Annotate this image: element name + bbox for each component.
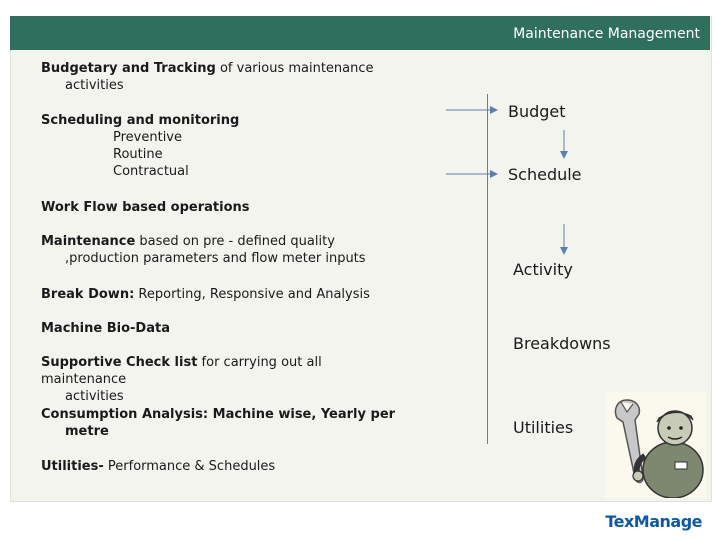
- item-bold: Consumption Analysis: Machine wise, Yearly per: [41, 407, 396, 422]
- item-text: Reporting, Responsive and Analysis: [134, 287, 370, 302]
- item-bold: Maintenance: [41, 234, 136, 249]
- item-bold: Supportive Check list: [41, 355, 198, 370]
- item-text: for carrying out all maintenance: [41, 355, 322, 387]
- mechanic-illustration: [605, 392, 707, 498]
- item-bold: Budgetary and Tracking: [41, 61, 216, 76]
- item-bold: Scheduling and monitoring: [41, 113, 240, 128]
- item-bold: Break Down:: [41, 287, 135, 302]
- item-text: of various maintenance: [215, 61, 374, 76]
- sub-item-preventive: Preventive: [113, 130, 182, 145]
- item-bold: Utilities-: [41, 459, 104, 474]
- item-continuation: ,production parameters and flow meter inputs: [65, 251, 366, 266]
- item-text: based on pre - defined quality: [135, 234, 335, 249]
- item-bold: Machine Bio-Data: [41, 321, 170, 336]
- flow-activity-label: Activity: [513, 260, 573, 279]
- item-continuation: metre: [65, 424, 109, 439]
- flow-budget-label: Budget: [508, 102, 566, 121]
- sub-item-routine: Routine: [113, 147, 163, 162]
- header-title: Maintenance Management: [513, 26, 700, 42]
- sub-item-contractual: Contractual: [113, 164, 189, 179]
- flow-utilities-label: Utilities: [513, 418, 574, 437]
- flow-breakdowns-label: Breakdowns: [513, 334, 611, 353]
- item-text: Performance & Schedules: [103, 459, 276, 474]
- flow-schedule-label: Schedule: [508, 165, 582, 184]
- brand-logo: TexManage: [605, 512, 702, 531]
- item-bold: Work Flow based operations: [41, 200, 250, 215]
- item-continuation: activities: [65, 389, 124, 404]
- item-continuation: activities: [65, 78, 124, 93]
